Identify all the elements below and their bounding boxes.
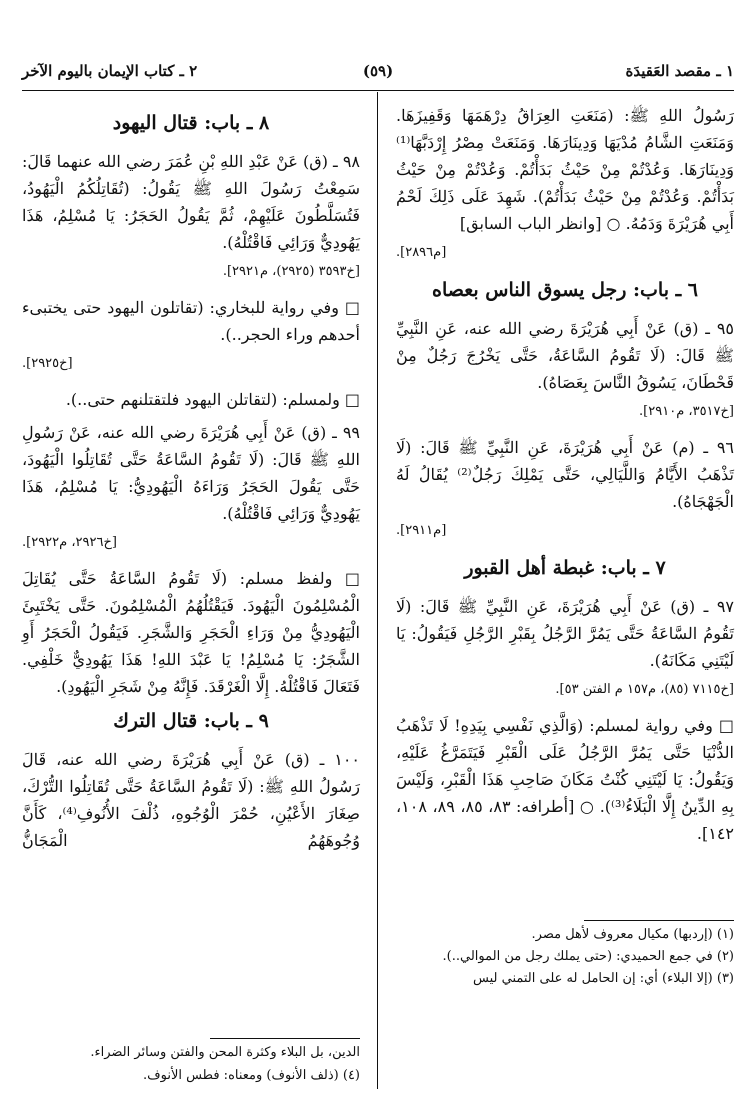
hadith-97-muslim-variant: □ وفي رواية لمسلم: (وَالَّذِي نَفْسِي بِيَدِهِ! لَا تَذْهَبُ الدُّنْيَا حَتَّى يَمُرَّ الرَّجُلُ عَلَى الْقَبْرِ فَيَتَمَرَّغُ عَلَيْهِ، وَيَقُولُ: يَا لَيْتَنِي كُنْتُ مَكَانَ صَاحِبِ هَذَا الْقَبْرِ، وَلَيْسَ بِهِ الدِّينُ إِلَّا الْبَلَاءُ⁽³⁾). ○ [أطرافه: ٨٣، ٨٥، ٨٩، ١٠٨، ١٤٢]. <box>396 716 735 843</box>
chapter-heading: ٦ ـ باب: رجل يسوق الناس بعصاه <box>431 279 698 301</box>
hadith-95: ٩٥ ـ (ق) عَنْ أَبِي هُرَيْرَةَ رضي الله عنه، عَنِ النَّبِيِّ ﷺ قَالَ: (لَا تَقُومُ السَّاعَةُ، حَتَّى يَخْرُجَ رَجُلٌ مِنْ قَحْطَانَ، يَسُوقُ النَّاسَ بِعَصَاهُ). <box>396 319 734 392</box>
page-number: (٥٩) <box>362 62 394 80</box>
right-column <box>396 102 734 853</box>
chapter-heading: ٨ ـ باب: قتال اليهود <box>112 112 270 134</box>
hadith-continuation: رَسُولُ اللهِ ﷺ: (مَنَعَتِ العِرَاقُ دِرْهَمَهَا وَقَفِيزَهَا. وَمَنَعَتِ الشَّامُ مُدْيَهَا وَدِينَارَهَا. وَمَنَعَتْ مِصْرُ إِرْدَبَّهَا⁽¹⁾ وَدِينَارَهَا. وَعُدْتُمْ مِنْ حَيْثُ بَدَأْتُمْ. وَعُدْتُمْ مِنْ حَيْثُ بَدَأْتُمْ. وَعُدْتُمْ مِنْ حَيْثُ بَدَأْتُمْ). شَهِدَ عَلَى ذَلِكَ لَحْمُ أَبِي هُرَيْرَةَ وَدَمُهُ. ○ [وانظر الباب السابق] <box>396 106 734 233</box>
footnote-3-continued: الدين، بل البلاء وكثرة المحن والفتن وسائر الضراء. <box>90 1045 360 1060</box>
running-header <box>22 62 734 88</box>
reference-text: [م٢٩١١]. <box>396 523 447 538</box>
hadith-99-reference <box>22 533 360 553</box>
hadith-100: ١٠٠ ـ (ق) عَنْ أَبِي هُرَيْرَةَ رضي الله عنه، قَالَ رَسُولُ اللهِ ﷺ: (لَا تَقُومُ السَّاعَةُ حَتَّى تُقَاتِلُوا التُّرْكَ، صِغَارَ الأَعْيُنِ، حُمْرَ الْوُجُوهِ، ذُلْفَ الأُنُوفِ⁽⁴⁾، كَأَنَّ وُجُوهَهُمُ الْمَجَانُّ <box>22 750 360 850</box>
hadith-98-bukhari-reference <box>22 354 360 374</box>
reference-text: [خ٢٩٢٦، م٢٩٢٢]. <box>22 535 117 550</box>
hadith-95-reference: [خ٣٥١٧، م٢٩١٠]. <box>639 404 734 419</box>
footnotes-right <box>396 920 734 1088</box>
hadith-98: ٩٨ ـ (ق) عَنْ عَبْدِ اللهِ بْنِ عُمَرَ رضي الله عنهما قَالَ: سَمِعْتُ رَسُولَ اللهِ ﷺ يَقُولُ: (تُقَاتِلُكُمُ الْيَهُودُ، فَتُسَلَّطُونَ عَلَيْهِمْ، ثُمَّ يَقُولُ الحَجَرُ: يَا مُسْلِمُ، هَذَا يَهُودِيٌّ وَرَائِي فَاقْتُلْهُ). <box>22 152 360 252</box>
header-rule <box>22 90 734 91</box>
footnote-rule <box>584 920 734 921</box>
footnotes-left <box>22 1038 360 1088</box>
column-divider <box>377 92 378 1089</box>
header-section-title: ١ ـ مقصد العَقيدَة <box>625 62 734 80</box>
hadith-98-bukhari-variant: □ وفي رواية للبخاري: (تقاتلون اليهود حتى يختبىء أحدهم وراء الحجر..). <box>22 298 360 344</box>
chapter-heading: ٧ ـ باب: غبطة أهل القبور <box>464 557 666 579</box>
hadith-98-muslim-variant: □ ولمسلم: (لتقاتلن اليهود فلتقتلنهم حتى..). <box>65 390 360 409</box>
left-column <box>22 102 360 860</box>
footnote-1: (١) (إردبها) مكيال معروف لأهل مصر. <box>531 927 734 942</box>
reference-text: [م٢٨٩٦]. <box>396 245 447 260</box>
book-page <box>22 50 734 1090</box>
hadith-97: ٩٧ ـ (ق) عَنْ أَبِي هُرَيْرَةَ، عَنِ النَّبِيِّ ﷺ قَالَ: (لَا تَقُومُ السَّاعَةُ حَتَّى يَمُرَّ الرَّجُلُ بِقَبْرِ الرَّجُلِ فَيَقُولُ: يَا لَيْتَنِي مَكَانَهُ). <box>396 597 734 670</box>
hadith-96-reference <box>396 521 734 541</box>
hadith-99: ٩٩ ـ (ق) عَنْ أَبِي هُرَيْرَةَ رضي الله عنه، عَنْ رَسُولِ اللهِ ﷺ قَالَ: (لَا تَقُومُ السَّاعَةُ حَتَّى تُقَاتِلُوا الْيَهُودَ، حَتَّى يَقُولَ الحَجَرُ وَرَاءَهُ الْيَهُودِيُّ: يَا مُسْلِمُ، هَذَا يَهُودِيٌّ وَرَائِي فَاقْتُلْهُ). <box>22 423 360 523</box>
footnote-rule <box>210 1038 360 1039</box>
chapter-heading: ٩ ـ باب: قتال الترك <box>113 710 269 732</box>
footnote-4: (٤) (ذلف الأنوف) ومعناه: فطس الأنوف. <box>143 1068 360 1083</box>
hadith-99-muslim-variant: □ ولفظ مسلم: (لَا تَقُومُ السَّاعَةُ حَتَّى يُقَاتِلَ الْمُسْلِمُونَ الْيَهُودَ. فَيَقْتُلُهُمُ الْمُسْلِمُونَ. حَتَّى يَخْتَبِئَ الْيَهُودِيُّ مِنْ وَرَاءِ الْحَجَرِ وَالشَّجَرِ. فَيَقُولُ الْحَجَرُ أَوِ الشَّجَرُ: يَا مُسْلِمُ! يَا عَبْدَ اللهِ! هَذَا يَهُودِيٌّ خَلْفِي. فَتَعَالَ فَاقْتُلْهُ. إِلَّا الْغَرْقَدَ. فَإِنَّهُ مِنْ شَجَرِ الْيَهُودِ). <box>22 569 360 696</box>
hadith-reference <box>396 243 734 263</box>
hadith-96: ٩٦ ـ (م) عَنْ أَبِي هُرَيْرَةَ، عَنِ النَّبِيِّ ﷺ قَالَ: (لَا تَذْهَبُ الأَيَّامُ وَاللَّيَالِي، حَتَّى يَمْلِكَ رَجُلٌ⁽²⁾ يُقَالُ لَهُ الْجَهْجَاهُ). <box>396 438 735 511</box>
footnote-3: (٣) (إلا البلاء) أي: إن الحامل له على التمني ليس <box>473 971 734 986</box>
reference-text: [خ٢٩٢٥]. <box>22 356 73 371</box>
footnote-2: (٢) في جمع الحميدي: (حتى يملك رجل من الموالي..). <box>442 949 734 964</box>
hadith-98-reference: [خ٣٥٩٣ (٢٩٢٥)، م٢٩٢١]. <box>222 264 360 279</box>
hadith-97-reference: [خ٧١١٥ (٨٥)، م١٥٧ م الفتن ٥٣]. <box>555 682 734 697</box>
header-book-title: ٢ ـ كتاب الإيمان باليوم الآخر <box>22 62 198 80</box>
